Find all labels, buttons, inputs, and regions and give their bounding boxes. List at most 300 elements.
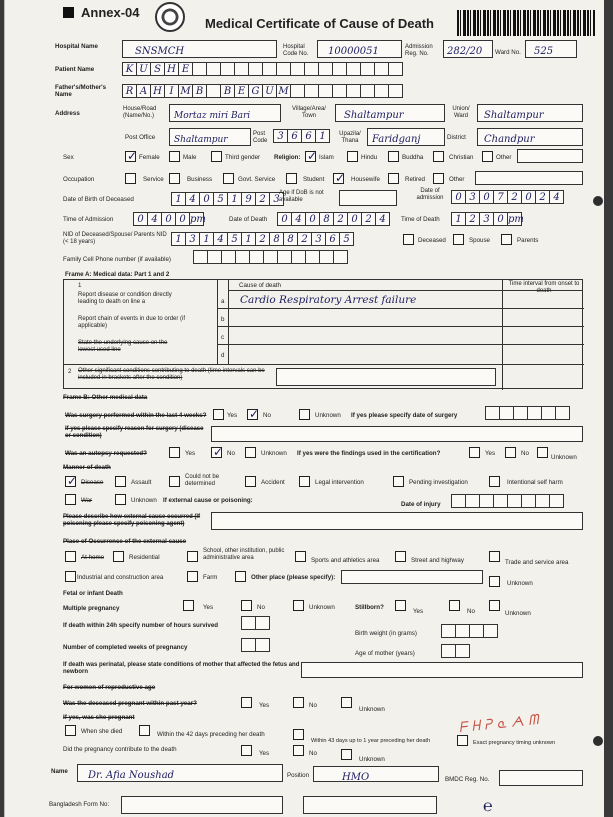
cell[interactable]: 0	[305, 212, 320, 226]
weeks-cells[interactable]	[241, 638, 269, 652]
cell[interactable]	[483, 624, 498, 638]
stillborn-unknown-label: Unknown	[505, 610, 531, 617]
within42-checkbox[interactable]	[139, 725, 150, 736]
cell[interactable]	[290, 84, 305, 98]
birth-weight-cells[interactable]	[441, 624, 497, 638]
findings-yes-checkbox[interactable]	[469, 447, 480, 458]
hospital-code-field[interactable]	[317, 40, 402, 58]
cell[interactable]	[535, 494, 550, 508]
cell[interactable]	[333, 250, 348, 264]
cell[interactable]: S	[150, 62, 165, 76]
cell[interactable]: 3	[479, 212, 494, 226]
hospital-code-value: 10000051	[328, 46, 379, 57]
findings-no-checkbox[interactable]	[505, 447, 516, 458]
cell[interactable]: 6	[287, 129, 302, 143]
within43-label: Within 43 days up to 1 year preceding her death	[311, 738, 431, 744]
describe-field[interactable]	[211, 512, 583, 530]
manner-undetermined-label: Could not be determined	[185, 474, 220, 487]
sex-male-checkbox[interactable]	[169, 151, 180, 162]
nid-deceased-checkbox[interactable]	[403, 234, 414, 245]
row-a-instruction: Report disease or condition directly leading to death on line a	[78, 292, 172, 305]
frame-b-heading: Frame B: Other medical data	[63, 394, 148, 401]
contribute-unknown-checkbox[interactable]	[341, 749, 352, 760]
cell[interactable]: 8	[319, 212, 334, 226]
religion-islam-checkbox[interactable]	[305, 151, 316, 162]
cell[interactable]	[360, 62, 375, 76]
cell[interactable]: 0	[133, 212, 148, 226]
autopsy-yes-label: Yes	[185, 450, 196, 457]
admission-time-label: Time of Admission	[63, 216, 114, 223]
cell[interactable]: 5	[227, 232, 242, 246]
surgery-date-cells[interactable]	[485, 406, 569, 420]
cell[interactable]	[234, 62, 249, 76]
cell[interactable]: 2	[333, 212, 348, 226]
cell[interactable]	[290, 62, 305, 76]
religion-buddha-box2[interactable]	[433, 151, 444, 162]
house-label: House/Road (Name/No.)	[123, 106, 157, 119]
cell[interactable]	[235, 250, 250, 264]
nid-deceased-label: Deceased	[418, 237, 446, 244]
cell[interactable]: 4	[185, 192, 200, 206]
cell[interactable]: 0	[347, 212, 362, 226]
cell[interactable]	[207, 250, 222, 264]
cell[interactable]: 4	[213, 232, 228, 246]
cell[interactable]: 1	[315, 129, 330, 143]
cell[interactable]: E	[178, 62, 193, 76]
cell[interactable]: 7	[493, 190, 508, 204]
cell[interactable]	[521, 494, 536, 508]
occupation-other-label: Other	[449, 176, 465, 183]
occupation-other-field[interactable]	[475, 171, 583, 185]
union-field[interactable]	[477, 104, 583, 122]
nid-parents-checkbox[interactable]	[501, 234, 512, 245]
cell[interactable]: 0	[277, 212, 292, 226]
within42-label: Within the 42 days preceding her death	[157, 731, 265, 738]
upazila-field[interactable]	[367, 128, 445, 146]
autopsy-no-label: No	[227, 450, 235, 457]
surgery-reason-field[interactable]	[211, 426, 583, 442]
cell[interactable]: 5	[339, 232, 354, 246]
cell[interactable]: 2	[255, 192, 270, 206]
post-code-cells[interactable]	[273, 129, 329, 143]
cell[interactable]: E	[234, 84, 249, 98]
cell[interactable]	[206, 62, 221, 76]
manner-pending-label: Pending investigation	[409, 479, 468, 486]
religion-christian-label: Christian	[449, 154, 474, 161]
contribute-yes-checkbox[interactable]	[241, 745, 252, 756]
upazila-value: Faridganj	[372, 134, 421, 145]
cell[interactable]: B	[192, 84, 207, 98]
cell[interactable]	[192, 62, 207, 76]
phone-cells[interactable]	[193, 250, 347, 264]
line-letter-a: a	[221, 298, 225, 305]
cell[interactable]: 0	[175, 212, 190, 226]
cell[interactable]	[319, 250, 334, 264]
district-label: District	[447, 134, 466, 141]
surgery-no-checkbox[interactable]	[247, 409, 258, 420]
manner-unknown-checkbox[interactable]	[115, 494, 126, 505]
multiple-pregnancy-label: Multiple pregnancy	[63, 605, 120, 612]
cell[interactable]: K	[122, 62, 137, 76]
cell[interactable]	[332, 84, 347, 98]
when-died-checkbox[interactable]	[65, 725, 76, 736]
cell[interactable]: 1	[451, 212, 466, 226]
form-no-label: Bangladesh Form No:	[49, 801, 110, 808]
cell[interactable]: A	[136, 84, 151, 98]
house-field[interactable]	[169, 104, 281, 122]
cell[interactable]: U	[136, 62, 151, 76]
cell[interactable]	[479, 494, 494, 508]
when-died-label: When she died	[81, 728, 123, 735]
cell[interactable]	[263, 250, 278, 264]
cell[interactable]: pm	[508, 214, 524, 225]
union-label: Union/ Ward	[452, 106, 470, 119]
cell[interactable]	[374, 62, 389, 76]
place-other-checkbox[interactable]	[235, 571, 246, 582]
surgery-yes-checkbox[interactable]	[213, 409, 224, 420]
cell[interactable]	[455, 644, 470, 658]
cell[interactable]: pm	[190, 214, 206, 225]
religion-other-checkbox[interactable]	[482, 151, 493, 162]
autopsy-question: Was an autopsy requested?	[65, 450, 147, 457]
multiple-unknown-checkbox[interactable]	[293, 600, 304, 611]
cell[interactable]	[485, 406, 500, 420]
cell[interactable]: R	[122, 84, 137, 98]
patient-name-cells[interactable]	[122, 62, 402, 76]
place-street-checkbox[interactable]	[395, 551, 406, 562]
signature-field[interactable]	[303, 796, 437, 814]
cell[interactable]: 4	[147, 212, 162, 226]
pregnant-yes-checkbox[interactable]	[241, 697, 252, 708]
cell[interactable]: 1	[241, 232, 256, 246]
perinatal-label: If death was perinatal, please state conditions of mother that affected the fetus and newborn	[63, 662, 300, 675]
occupation-housewife-checkbox[interactable]	[333, 173, 344, 184]
manner-pending-checkbox[interactable]	[393, 476, 404, 487]
position-label: Position	[287, 772, 310, 779]
cell[interactable]	[541, 406, 556, 420]
cell[interactable]	[304, 84, 319, 98]
cell[interactable]	[193, 250, 208, 264]
injury-date-cells[interactable]	[451, 494, 563, 508]
cell[interactable]	[277, 250, 292, 264]
surgery-unknown-checkbox[interactable]	[299, 409, 310, 420]
cell[interactable]: H	[164, 62, 179, 76]
cell[interactable]: 3	[311, 232, 326, 246]
cell[interactable]: U	[262, 84, 277, 98]
cell[interactable]	[493, 494, 508, 508]
cell[interactable]: 1	[171, 232, 186, 246]
occupation-other-checkbox[interactable]	[433, 173, 444, 184]
place-farm-checkbox[interactable]	[187, 571, 198, 582]
cell[interactable]	[441, 624, 456, 638]
cell[interactable]: 4	[549, 190, 564, 204]
cell[interactable]	[499, 406, 514, 420]
occupation-retired-checkbox[interactable]	[388, 173, 399, 184]
occupation-govt-checkbox[interactable]	[223, 173, 234, 184]
age-field[interactable]	[339, 190, 397, 206]
hours-survived-cells[interactable]	[241, 616, 269, 630]
cell[interactable]: 3	[465, 190, 480, 204]
within43-checkbox[interactable]	[293, 729, 304, 740]
birth-weight-label: Birth weight (in grams)	[355, 630, 417, 637]
death-date-label: Date of Death	[229, 216, 268, 223]
bmdc-field[interactable]	[499, 770, 583, 786]
cell[interactable]: 2	[465, 212, 480, 226]
occupation-housewife-label: Housewife	[351, 176, 380, 183]
admission-time-cells[interactable]	[133, 212, 206, 226]
nid-cells[interactable]	[171, 232, 353, 246]
cell[interactable]	[374, 84, 389, 98]
cell[interactable]	[255, 638, 270, 652]
cell[interactable]	[527, 406, 542, 420]
dob-cells[interactable]	[171, 192, 283, 206]
occupation-service-checkbox[interactable]	[125, 173, 136, 184]
place-heading: Place of Occurrence of the external cause	[63, 538, 187, 545]
sex-female-checkbox[interactable]	[125, 151, 136, 162]
religion-buddha-checkbox[interactable]	[388, 151, 399, 162]
district-field[interactable]	[477, 128, 583, 146]
religion-other-label: Other	[496, 154, 512, 161]
cell[interactable]	[262, 62, 277, 76]
nid-spouse-label: Spouse	[469, 237, 490, 244]
stillborn-yes-checkbox[interactable]	[395, 600, 406, 611]
cell[interactable]: 9	[241, 192, 256, 206]
sex-third-label: Third gender	[225, 154, 261, 161]
pregnant-no-checkbox[interactable]	[293, 697, 304, 708]
cell[interactable]	[318, 62, 333, 76]
external-cause-label: If external cause or poisoning:	[163, 497, 253, 504]
contribute-no-label: No	[309, 750, 317, 757]
bmdc-label: BMDC Reg. No.	[445, 776, 490, 783]
cell[interactable]	[455, 624, 470, 638]
death-time-label: Time of Death	[401, 216, 440, 223]
certificate-page	[4, 0, 604, 817]
cell[interactable]: 3	[273, 129, 288, 143]
place-school-label: School, other institution, public administrative area	[203, 548, 285, 561]
stillborn-no-checkbox[interactable]	[449, 600, 460, 611]
place-trade-checkbox[interactable]	[489, 551, 500, 562]
manner-self-harm-checkbox[interactable]	[489, 476, 500, 487]
cell[interactable]	[555, 406, 570, 420]
cell[interactable]	[346, 84, 361, 98]
cell[interactable]: 1	[199, 232, 214, 246]
cell[interactable]: 3	[185, 232, 200, 246]
cell[interactable]	[241, 616, 256, 630]
father-name-cells[interactable]	[122, 84, 402, 98]
death-time-cells[interactable]	[451, 212, 524, 226]
union-value: Shaltampur	[484, 110, 544, 121]
cell[interactable]	[332, 62, 347, 76]
admission-reg-field[interactable]	[443, 40, 493, 58]
cell[interactable]: 4	[291, 212, 306, 226]
cell[interactable]: B	[220, 84, 235, 98]
cell[interactable]: M	[276, 84, 291, 98]
weeks-label: Number of completed weeks of pregnancy	[63, 644, 188, 651]
cell[interactable]: 2	[297, 232, 312, 246]
cell[interactable]: 0	[521, 190, 536, 204]
cell[interactable]: 4	[375, 212, 390, 226]
death-date-cells[interactable]	[277, 212, 389, 226]
multiple-yes-checkbox[interactable]	[183, 600, 194, 611]
row-c-instruction: State the underlying cause on the lowest used line	[78, 340, 168, 353]
manner-legal-label: Legal intervention	[315, 479, 364, 486]
pregnant-unknown-checkbox[interactable]	[341, 697, 352, 708]
manner-undetermined-checkbox[interactable]	[169, 476, 180, 487]
cell[interactable]	[388, 62, 403, 76]
surgery-question: Was surgery performed within the last 4 weeks?	[65, 412, 207, 419]
occupation-student-checkbox[interactable]	[286, 173, 297, 184]
cell[interactable]	[469, 624, 484, 638]
pregnant-yes-label: Yes	[259, 702, 270, 709]
autopsy-findings-label: If yes were the findings used in the certification?	[297, 450, 441, 457]
annex-marker	[63, 7, 74, 18]
cell[interactable]: I	[164, 84, 179, 98]
district-value: Chandpur	[484, 134, 535, 145]
findings-no-label: No	[521, 450, 529, 457]
place-home-checkbox[interactable]	[65, 551, 76, 562]
cell[interactable]: 2	[535, 190, 550, 204]
cell[interactable]: 6	[301, 129, 316, 143]
religion-label: Religion:	[274, 154, 301, 161]
if-yes-pregnant-label: If yes, was she pregnant	[63, 714, 135, 721]
cell[interactable]	[507, 494, 522, 508]
contribute-no-checkbox[interactable]	[293, 745, 304, 756]
doctor-signature: ℮	[483, 796, 493, 815]
cell[interactable]	[291, 250, 306, 264]
cell[interactable]: 0	[479, 190, 494, 204]
age-label: Age if DoB is not available	[279, 190, 324, 203]
cell[interactable]: 3	[269, 192, 284, 206]
cell[interactable]	[206, 84, 221, 98]
manner-legal-checkbox[interactable]	[299, 476, 310, 487]
village-field[interactable]	[335, 104, 445, 122]
exact-unknown-label: Exact pregnancy timing unknown	[473, 740, 556, 746]
findings-unknown-checkbox[interactable]	[537, 447, 548, 458]
occupation-business-label: Business	[187, 176, 213, 183]
cell[interactable]	[451, 494, 466, 508]
cell[interactable]: G	[248, 84, 263, 98]
cell[interactable]	[249, 250, 264, 264]
cell[interactable]	[513, 406, 528, 420]
manner-war-checkbox[interactable]	[65, 494, 76, 505]
cell[interactable]	[346, 62, 361, 76]
cell[interactable]: 8	[283, 232, 298, 246]
cell[interactable]: 1	[227, 192, 242, 206]
autopsy-yes-checkbox[interactable]	[169, 447, 180, 458]
cell[interactable]	[441, 644, 456, 658]
manner-accident-checkbox[interactable]	[245, 476, 256, 487]
multiple-no-checkbox[interactable]	[241, 600, 252, 611]
admission-reg-value: 282/20	[447, 46, 483, 57]
cell[interactable]	[304, 62, 319, 76]
autopsy-unknown-checkbox[interactable]	[245, 447, 256, 458]
line-letter-b: b	[221, 316, 225, 323]
cell[interactable]: 2	[361, 212, 376, 226]
cell[interactable]: 6	[325, 232, 340, 246]
cell[interactable]	[465, 494, 480, 508]
cell[interactable]	[220, 62, 235, 76]
part2-field[interactable]	[276, 368, 496, 386]
cell[interactable]: M	[178, 84, 193, 98]
ward-no-field[interactable]	[525, 40, 577, 58]
hospital-code-label: Hospital Code No.	[283, 44, 309, 57]
government-seal-icon	[155, 2, 185, 32]
hospital-name-field[interactable]	[122, 40, 277, 58]
place-residential-checkbox[interactable]	[113, 551, 124, 562]
autopsy-no-checkbox[interactable]	[211, 447, 222, 458]
cell[interactable]: 5	[213, 192, 228, 206]
cell[interactable]: 8	[269, 232, 284, 246]
form-no-field[interactable]	[121, 796, 283, 814]
perinatal-field[interactable]	[301, 662, 583, 678]
position-field[interactable]	[313, 766, 439, 782]
religion-other-field[interactable]	[517, 149, 583, 163]
occupation-business-checkbox[interactable]	[169, 173, 180, 184]
religion-hindu-label: Hindu	[361, 154, 378, 161]
mother-age-cells[interactable]	[441, 644, 469, 658]
manner-disease-checkbox[interactable]	[65, 476, 76, 487]
cell[interactable]: 0	[451, 190, 466, 204]
cell[interactable]: 1	[171, 192, 186, 206]
doctor-name-value: Dr. Afia Noushad	[88, 770, 175, 781]
cell[interactable]: 2	[255, 232, 270, 246]
cell[interactable]	[388, 84, 403, 98]
cell[interactable]: 0	[199, 192, 214, 206]
cell[interactable]	[221, 250, 236, 264]
manner-assault-checkbox[interactable]	[115, 476, 126, 487]
place-unknown-checkbox[interactable]	[489, 576, 500, 587]
surgery-no-label: No	[263, 412, 271, 419]
cell[interactable]	[248, 62, 263, 76]
cell[interactable]	[305, 250, 320, 264]
hours-survived-label: If death within 24h specify number of hours survived	[63, 622, 219, 629]
row-b-instruction: Report chain of events in due to order (if applicable)	[78, 316, 186, 329]
cause-a-value[interactable]: Cardio Respiratory Arrest failure	[240, 294, 417, 306]
place-other-field[interactable]	[341, 570, 483, 584]
hospital-name-value: SNSMCH	[135, 46, 185, 57]
cell[interactable]	[360, 84, 375, 98]
village-value: Shaltampur	[344, 110, 404, 121]
cell[interactable]: 0	[161, 212, 176, 226]
manner-disease-label: Disease	[81, 479, 104, 486]
cell[interactable]: H	[150, 84, 165, 98]
religion-hindu-checkbox[interactable]	[347, 151, 358, 162]
admission-date-cells[interactable]	[451, 190, 563, 204]
place-school-checkbox[interactable]	[187, 551, 198, 562]
admission-reg-label: Admission Reg. No.	[405, 44, 433, 57]
nid-spouse-checkbox[interactable]	[453, 234, 464, 245]
cell[interactable]: 0	[493, 212, 508, 226]
cell[interactable]	[255, 616, 270, 630]
post-office-field[interactable]	[169, 128, 251, 146]
cell[interactable]	[549, 494, 564, 508]
women-heading: For women of reproductive age	[63, 684, 156, 691]
cell[interactable]	[241, 638, 256, 652]
cell[interactable]	[276, 62, 291, 76]
findings-unknown-label: Unknown	[551, 454, 577, 461]
stillborn-unknown-checkbox[interactable]	[489, 600, 500, 611]
cell[interactable]	[318, 84, 333, 98]
part2-instruction: Other significant conditions contributing to death (time intervals can be included in brackets after the condition)	[78, 368, 265, 381]
binder-hole-bottom	[593, 736, 603, 746]
place-sports-checkbox[interactable]	[295, 551, 306, 562]
annex-label: Annex-04	[81, 5, 140, 20]
patient-name-label: Patient Name	[55, 66, 95, 73]
place-industrial-checkbox[interactable]	[65, 571, 76, 582]
cell[interactable]: 2	[507, 190, 522, 204]
doctor-name-field[interactable]	[77, 764, 283, 782]
sex-third-checkbox[interactable]	[211, 151, 222, 162]
